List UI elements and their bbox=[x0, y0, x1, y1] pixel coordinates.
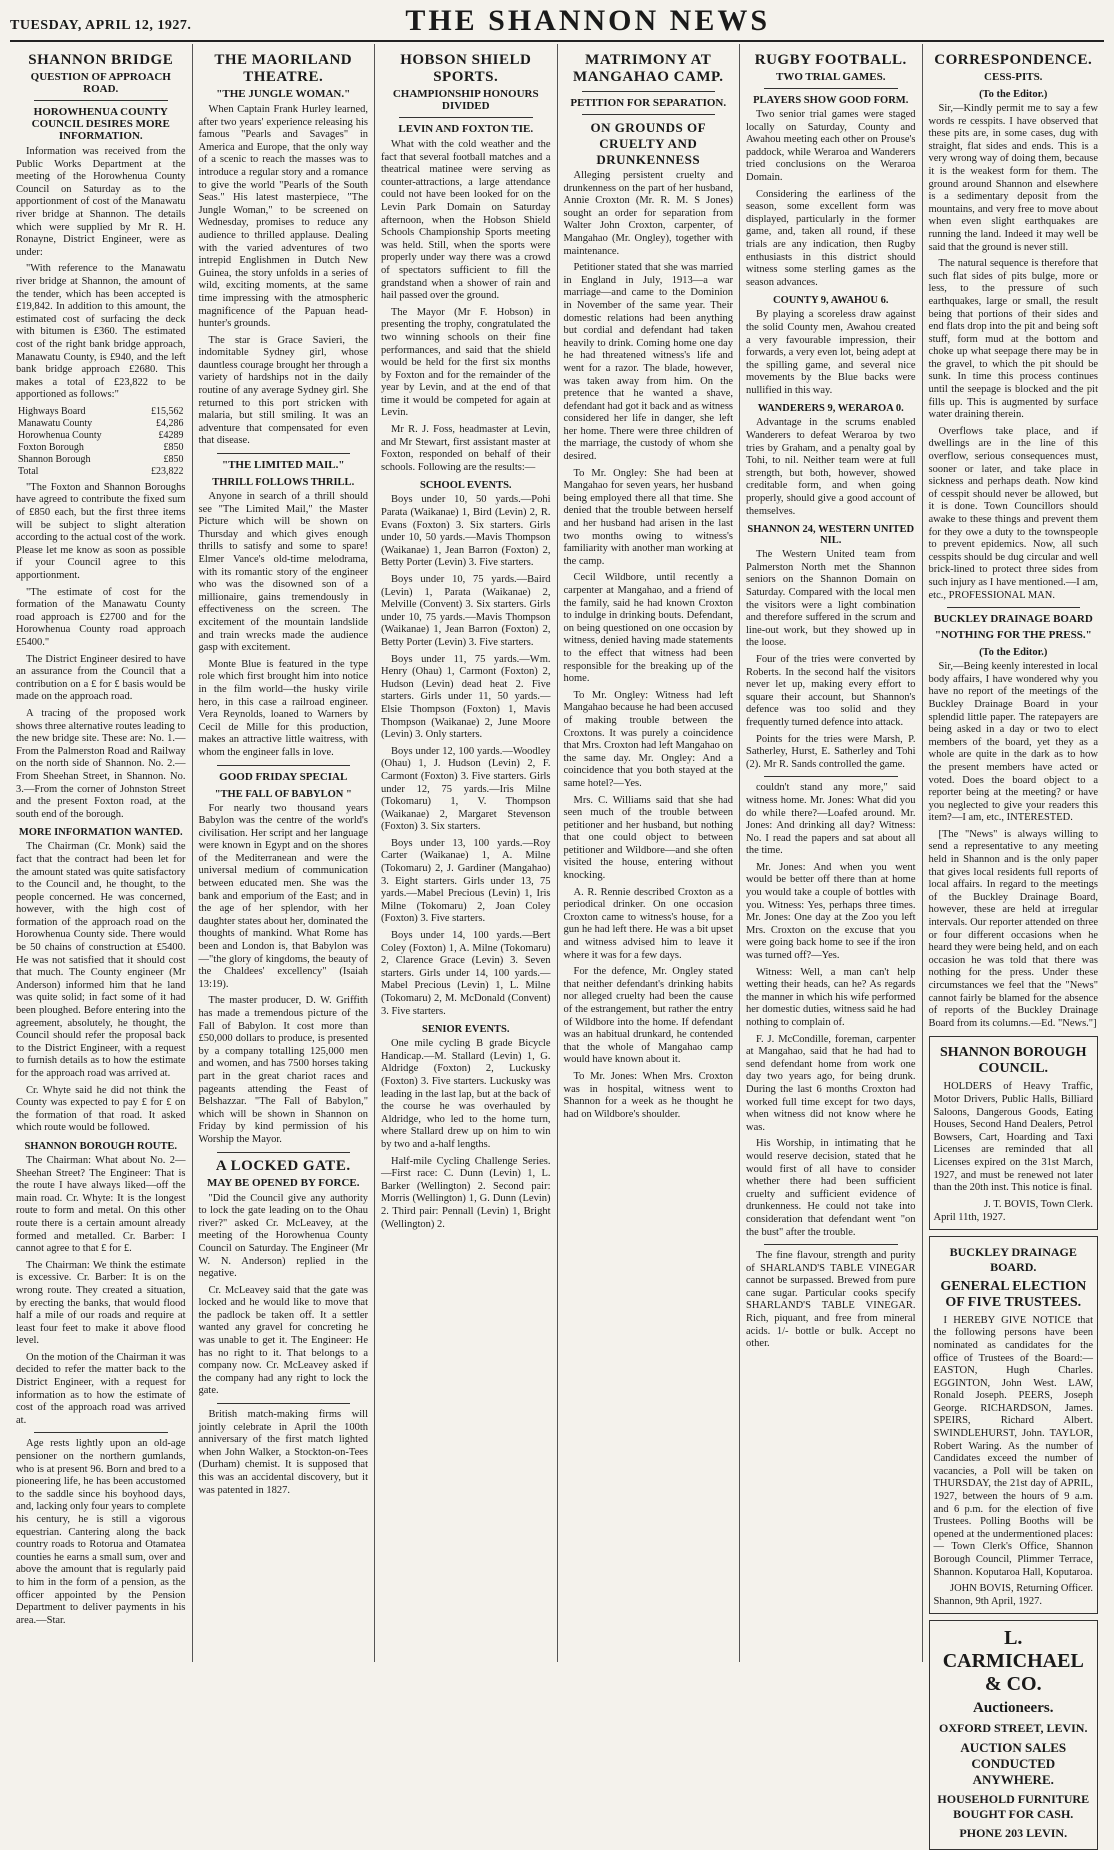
paragraph: For the defence, Mr. Ongley stated that neither defendant's drinking habits nor alleged cruelty had been the cause of the estrangement, but rather the entry of Wildbore into the home. If defendant was an habitual drunkard, he contended that the whole of Mangahao camp would have known about it. bbox=[563, 966, 733, 1066]
paragraph: A tracing of the proposed work shows three alternative routes leading to the new bridge site. These are: No. 1.—From the Palmerston Road and Railway on the north side of Shannon. No. 2.—From Sheehan Street, in Shannon. No. 3.—From the corner of Johnston Street and the present Foxton road, at the south end of the borough. bbox=[16, 707, 186, 820]
notice-body: HOLDERS of Heavy Traffic, Motor Drivers, Public Halls, Billiard Saloons, Dangerous Goods, Eating Houses, Second Hand Dealers, Petrol Bowsers, Cart, Hoarding and Taxi Licenses are reminded that all Licenses expired on the 31st March, 1927, and must be renewed not later than the 20th inst. This notice is final. bbox=[933, 1081, 1093, 1194]
table-row bbox=[16, 406, 186, 418]
column-4 bbox=[558, 44, 741, 1662]
paragraph: The Chairman: We think the estimate is excessive. Cr. Barber: It is on the wrong route. They created a situation, by erecting the banks, that would flood half a mile of our roads and require at least four feet to make it above flood level. bbox=[16, 1259, 186, 1347]
divider bbox=[399, 117, 533, 118]
table-cell: Total bbox=[18, 465, 39, 477]
article-subheading: PETITION FOR SEPARATION. bbox=[570, 97, 727, 109]
paragraph: Mr. Jones: And when you went would be better off there than at home you would take a couple of bottles with you. Witness: Yes, perhaps three times. Mr. Jones: One day at the Zoo you left Mrs. Croxton on the excuse that you were going back home to see if the iron was turned off?—Yes. bbox=[746, 861, 916, 962]
article-heading: THE MAORILAND THEATRE. bbox=[214, 52, 353, 85]
divider bbox=[582, 114, 716, 115]
article-subheading: LEVIN AND FOXTON TIE. bbox=[398, 123, 534, 135]
divider bbox=[34, 100, 168, 101]
article-heading: HOBSON SHIELD SPORTS. bbox=[400, 52, 532, 85]
advertisement-line: HOUSEHOLD FURNITURE BOUGHT FOR CASH. bbox=[937, 1792, 1090, 1822]
paragraph: "The Foxton and Shannon Boroughs have agreed to contribute the fixed sum of £850 each, but the first three items will be subject to slight alteration according to the actual cost of the work. Please let me know as soon as possible if your Council agree to this apportionment. bbox=[16, 481, 186, 582]
section-heading: SCHOOL EVENTS. bbox=[419, 480, 512, 492]
section-heading: WANDERERS 9, WERAROA 0. bbox=[757, 403, 904, 415]
paragraph: Information was received from the Public Works Department at the meeting of the Horowhenua County Council on Saturday as to the apportionment of cost of the Manawatu river bridge at Shannon. The details which were supplied by Mr R. H. Ronayne, District Engineer, were as under: bbox=[16, 146, 186, 258]
article-subheading: CHAMPIONSHIP HONOURS DIVIDED bbox=[392, 88, 539, 112]
divider bbox=[217, 1403, 351, 1404]
paragraph: Cr. Whyte said he did not think the County was expected to pay £ for £ on the formation of that road. It asked which route would be followed. bbox=[16, 1084, 186, 1134]
paragraph: Monte Blue is featured in the type role which first brought him into notice in the film world—the husky virile hero, in this case a railroad engineer. Vera Reynolds, loaned to Warners by Cecil de Mille for this production, makes an attractive little waitress, with whom the engineer falls in love. bbox=[198, 658, 368, 758]
advertisement-line: AUCTION SALES CONDUCTED ANYWHERE. bbox=[960, 1740, 1067, 1788]
paragraph: To Mr. Ongley: She had been at Mangahao for seven years, her husband being employed there all that time. She denied that the trouble between herself and her husband had arisen in the last two months owing to witness's familiarity with another man working at the camp. bbox=[563, 467, 733, 567]
advertiser-address: OXFORD STREET, LEVIN. bbox=[939, 1721, 1088, 1736]
paragraph: Mrs. C. Williams said that she had seen much of the trouble between petitioner and her husband, but nothing that one could object to between petitioner and Wildbore—and she often visited the house, entering without knocking. bbox=[563, 794, 733, 882]
paragraph: By playing a scoreless draw against the solid County men, Awahou created a very favourable impression, their forwards, a very even lot, being adept at the spilling game, and several nice movements by the Blue backs were nullified in this way. bbox=[746, 309, 916, 396]
paragraph: To Mr. Ongley: Witness had left Mangahao because he had been accused of making trouble between the Croxtons. It was purely a coincidence that Mrs. Croxton had left Mangahao on the same day. Mr. Ongley: And a coincidence that you both stayed at the same hotel?—Yes. bbox=[563, 689, 733, 789]
section-heading: PLAYERS SHOW GOOD FORM. bbox=[753, 95, 909, 106]
article-subheading: CESS-PITS. bbox=[984, 71, 1043, 83]
table-cell: Foxton Borough bbox=[18, 441, 84, 453]
paragraph: Four of the tries were converted by Roberts. In the second half the visitors never let up, making every effort to square their account, but Shannon's defence was too solid and they frequently turned defence into attack. bbox=[746, 653, 916, 728]
paragraph: Sir,—Kindly permit me to say a few words re cesspits. I have observed that these pits are, in some cases, dug with straight, flat sides and ends. This is a very wrong way of doing them, because it is the weakest form for them. The ground around Shannon and elsewhere is a sedimentary deposit from the mountains, and very free to move about when even slight earthquakes are running the land. Indeed it may well be said that the ground is never still. bbox=[928, 103, 1098, 253]
paragraph: When Captain Frank Hurley learned, after two years' experience releasing his famous "Pearls and Savages" in America and Europe, that the only way of a scenic to reach the masses was to introduce a regular story and a romance to give the world "Pearls of the South Seas." His latest masterpiece, "The Jungle Woman," to be screened on Wednesday, promises to reduce any audience to thrilled applause. Dealing with the varied adventures of two intrepid Englishmen in Dutch New Guinea, the story unfolds in a series of wild, exciting moments, at the same time impressing with the atmospheric magnificence of the Papuan head-hunter's grounds. bbox=[198, 104, 368, 330]
divider bbox=[764, 1244, 898, 1245]
paragraph: Boys under 10, 75 yards.—Baird (Levin) 1, Parata (Waikanae) 2, Melville (Convent) 3. Six starters. Girls under 10, 75 yards.—Mavis Thompson (Waikanae) 1, Jean Barron (Foxton) 2, Betty Porter (Levin) 3. Five starters. bbox=[381, 574, 551, 648]
paragraph: What with the cold weather and the fact that several football matches and a theatrical matinee were serving as counter-attractions, a large attendance could not have been looked for on the Levin Park Domain on Saturday afternoon, when the Hobson Shield Schools Championship Sports meeting was held. Still, when the sports were properly under way there was a crowd of spectators sufficient to fill the grandstand when a shower of rain and hail passed over the ground. bbox=[381, 139, 551, 302]
paragraph: Two senior trial games were staged locally on Saturday, County and Awahou meeting each other on Prouse's paddock, while Weraroa and Wanderers tried conclusions on the Weraroa Domain. bbox=[746, 109, 916, 183]
notice-body: I HEREBY GIVE NOTICE that the following persons have been nominated as candidates for the office of Trustees of the Board:— EASTON, Hugh Charles. EGGINTON, John West. LAW, Ronald Joseph. PEERS, Joseph George. RICHARDSON, James. SPEIRS, Richard Albert. SWINDLEHURST, John. TAYLOR, Robert Waring. As the number of Candidates exceed the number of vacancies, a Poll will be taken on THURSDAY, the 21st day of APRIL, 1927, between the hours of 9 a.m. and 6 p.m. for the election of five Trustees. Polling Booths will be opened at the undermentioned places:— Town Clerk's Office, Shannon Borough Council, Plimmer Terrace, Shannon. Koputaroa Hall, Koputaroa. bbox=[933, 1314, 1093, 1578]
article-subheading: "THE JUNGLE WOMAN." bbox=[216, 88, 351, 100]
notice-signature: J. T. BOVIS, Town Clerk. bbox=[984, 1198, 1093, 1210]
paragraph: The master producer, D. W. Griffith has made a tremendous picture of the Fall of Babylon. It cost more than £50,000 dollars to produce, is presented by a company totalling 125,000 men and women, and has 7500 horses taking part in the great chariot races and pageants attending the Feast of Belshazzar. "The Fall of Babylon," which will be shown in Shannon on Friday by kind permission of his Worship the Mayor. bbox=[198, 995, 368, 1145]
table-total-row bbox=[16, 466, 186, 478]
paragraph: Boys under 14, 100 yards.—Bert Coley (Foxton) 1, A. Milne (Tokomaru) 2, Clarence Grace (Levin) 3. Seven starters. Girls under 14, 100 yards.—Mabel Precious (Levin) 1, L. Milne (Tokomaru) 2, M. McDonald (Convent) 3. Five starters. bbox=[381, 930, 551, 1017]
section-heading: "THE FALL OF BABYLON " bbox=[214, 788, 352, 800]
section-heading: SHANNON 24, WESTERN UNITED NIL. bbox=[747, 524, 915, 547]
paragraph: "The estimate of cost for the formation of the Manawatu County road approach is £2700 and for the Horowhenua County road approach £5400." bbox=[16, 586, 186, 648]
advertisement-text: The fine flavour, strength and purity of SHARLAND'S TABLE VINEGAR cannot be surpassed. Brewed from pure cane sugar. Particular cooks specify SHARLAND'S TABLE VINEGAR. Rich, piquant, and free from mineral acids. 1/- bottle or bulk. Accept no other. bbox=[746, 1250, 916, 1350]
paragraph: Boys under 10, 50 yards.—Pohi Parata (Waikanae) 1, Bird (Levin) 2, R. Evans (Foxton) 3. Six starters. Girls under 10, 50 yards.—Mavis Thompson (Waikanae) 1, Jean Barron (Foxton) 2, Betty Porter (Levin) 3. Five starters. bbox=[381, 494, 551, 569]
section-heading: SENIOR EVENTS. bbox=[421, 1024, 510, 1036]
paragraph: The District Engineer desired to have an assurance from the Council that a contribution on a £ for £ basis would be made on the approach road. bbox=[16, 653, 186, 703]
article-subheading: TWO TRIAL GAMES. bbox=[775, 71, 886, 83]
paragraph: On the motion of the Chairman it was decided to refer the matter back to the District Engineer, with a request for information as to how the estimate of cost of the approach road was arrived at. bbox=[16, 1351, 186, 1426]
article-subheading: "THE LIMITED MAIL." bbox=[221, 459, 345, 472]
paragraph: The Mayor (Mr F. Hobson) in presenting the trophy, congratulated the two winning schools on their fine performances, and said that the shield would be held for the first six months by Foxton and for the remainder of the year by Levin, and at the end of that time it would be competed for again at Levin. bbox=[381, 306, 551, 419]
section-heading: MORE INFORMATION WANTED. bbox=[18, 827, 183, 839]
article-subheading: "NOTHING FOR THE PRESS." bbox=[934, 629, 1092, 642]
paragraph: [The "News" is always willing to send a representative to any meeting held in Shannon and is the only paper that gives local residents full reports of local affairs. In regard to the meetings of the Buckley Drainage Board, however, these are held at irregular intervals. Our reporter attended on three or four different occasions when he heard they were being held, and on each occasion he was told that there was nothing for the press. Under these circumstances we feel that the "News" cannot fairly be blamed for the absence of reports of the Buckley Drainage Board from its columns.—Ed. "News."] bbox=[928, 828, 1098, 1029]
article-heading: CORRESPONDENCE. bbox=[934, 52, 1093, 68]
article-subheading: HOROWHENUA COUNTY COUNCIL DESIRES MORE INFORMATION. bbox=[31, 106, 170, 142]
article-subheading: MAY BE OPENED BY FORCE. bbox=[207, 1176, 360, 1189]
paragraph: A. R. Rennie described Croxton as a periodical drinker. On one occasion Croxton came to witness's house, for a gun he had left there. He was a bit upset and witness advised him to leave it where it was for a few days. bbox=[563, 886, 733, 961]
table-cell: Highways Board bbox=[18, 405, 86, 417]
paragraph: Petitioner stated that she was married in England in July, 1913—a war marriage—and came to the Dominion in November of the same year. Their domestic relations had been anything but cordial and defendant had taken heavily to drink. Coming home one day he had threatened witness's life and went for a razor. The blade, however, was taken away from him. On the pretence that he wanted a shave, defendant had got it back and as witness considered her life in danger, she left her home. There were three children of the marriage, the custody of whom she desired. bbox=[563, 262, 733, 463]
column-5 bbox=[740, 44, 923, 1662]
paragraph: Boys under 11, 75 yards.—Wm. Henry (Ohau) 1, Carmont (Foxton) 2, Hudson (Levin) dead heat 2. Five starters. Girls under 11, 50 yards.—Elsie Thompson (Foxton) 1, Mavis Thompson (Waikanae) 2, June Moore (Levin) 3. Only starters. bbox=[381, 653, 551, 741]
divider bbox=[217, 453, 351, 454]
divider bbox=[764, 776, 898, 777]
advertiser-phone: PHONE 203 LEVIN. bbox=[959, 1826, 1068, 1841]
article-heading: RUGBY FOOTBALL. bbox=[754, 52, 907, 68]
paragraph: Cecil Wildbore, until recently a carpenter at Mangahao, and a friend of the family, said he had known Croxton to indulge in drinking bouts. Defendant, on being questioned on one occasion by witness, denied having made statements to the effect that witness had been responsible for the breaking up of the home. bbox=[563, 572, 733, 685]
paragraph: To Mr. Jones: When Mrs. Croxton was in hospital, witness went to Shannon for a week as he thought he had on Wildbore's shoulder. bbox=[563, 1070, 733, 1120]
paragraph: One mile cycling B grade Bicycle Handicap.—M. Stallard (Levin) 1, G. Aldridge (Foxton) 2, Luckusky (Foxton) 3. Five starters. Luckusky was leading in the last lap, but at the back of the course he was overhauled by Aldridge, who led to the home turn, where Stallard drew up on him to win by two and a-half lengths. bbox=[381, 1038, 551, 1150]
masthead bbox=[10, 0, 1104, 42]
paragraph: Points for the tries were Marsh, P. Satherley, Hurst, E. Satherley and Tohi (2). Mr R. Sands controlled the game. bbox=[746, 733, 916, 770]
section-heading: THRILL FOLLOWS THRILL. bbox=[212, 477, 355, 489]
table-cell: Manawatu County bbox=[18, 417, 93, 429]
paragraph: Sir,—Being keenly interested in local body affairs, I have wondered why you have no report of the meetings of the Buckley Drainage Board in your splendid little paper. The ratepayers are being asked in a day or two to elect members of the board, yet they as a whole are quite in the dark as to how the present members have acted or voted. Does the board object to a reporter being at the meeting? or have you neglected to give your readers this item?—I am, etc., INTERESTED. bbox=[928, 661, 1098, 824]
masthead-spacer bbox=[984, 34, 1104, 40]
column-6 bbox=[923, 44, 1105, 1841]
table-cell: £23,822 bbox=[151, 465, 184, 477]
table-row bbox=[16, 430, 186, 442]
paragraph: Anyone in search of a thrill should see "The Limited Mail," the Master Picture which will be shown on Thursday and which gives enough thrills to satisfy and some to spare! Elmer Vance's old-time melodrama, with its romantic story of the engineer who was the disowned son of a millionaire, gains tremendously in effectiveness on the screen. The excitement of the mountain landslide and train wrecks made the audience gasp with excitement. bbox=[198, 491, 368, 654]
article-subheading: BUCKLEY DRAINAGE BOARD bbox=[933, 613, 1093, 626]
paragraph: The Western United team from Palmerston North met the Shannon seniors on the Shannon Domain on Saturday. Compared with the local men the visitors were a light combination and therefore suffered in the scrum and line-out work, but they showed up in the loose. bbox=[746, 549, 916, 649]
divider bbox=[947, 607, 1081, 608]
advertiser-name: L. CARMICHAEL & CO. bbox=[942, 1627, 1084, 1696]
paragraph: Overflows take place, and if dwellings are in the line of this overflow, serious consequences must, sooner or later, and take place in sickness and perhaps death. Now kind of cesspit should never be allowed, but it is done. Town Councillors should awake to these things and prevent them for they owe a duty to the townspeople to prevent epidemics. Now, all such cesspits should be dug circular and well brick-lined to protect three sides from such injury as I have mentioned.—I am, etc., PROFESSIONAL MAN. bbox=[928, 425, 1098, 601]
divider bbox=[764, 88, 898, 89]
apportionment-table bbox=[16, 406, 186, 478]
article-subheading: QUESTION OF APPROACH ROAD. bbox=[30, 71, 171, 95]
article-subheading: GOOD FRIDAY SPECIAL bbox=[219, 770, 348, 783]
paragraph: Alleging persistent cruelty and drunkenness on the part of her husband, Annie Croxton (Mr. R. M. S Jones) sought an order for separation from Walter John Croxton, carpenter, of Mangahao (Mr. Ongley), together with maintenance. bbox=[563, 170, 733, 257]
section-heading: (To the Editor.) bbox=[979, 647, 1048, 659]
table-cell: £4289 bbox=[158, 429, 184, 441]
article-heading: ON GROUNDS OF CRUELTY AND DRUNKENNESS bbox=[590, 120, 707, 167]
paragraph: "With reference to the Manawatu river bridge at Shannon, the amount of the tender, which has been accepted is £19,842. In addition to this amount, the estimated cost of surfacing the deck with bitumen is £360. The estimated cost of the right bank bridge approach, Manawatu County, is £940, and the left bank bridge approach £2680. This makes a total of £23,822 to be apportioned as follows:" bbox=[16, 263, 186, 401]
notice-title: GENERAL ELECTION OF FIVE TRUSTEES. bbox=[940, 1278, 1087, 1310]
paragraph: The Chairman (Cr. Monk) said the fact that the contract had been let for the amount stated was quite satisfactory to the Council and, he thought, to the people concerned. He was concerned, however, with the high cost of formation of the approach road on the Horowhenua County side. There would be 50 chains of construction at £5400. He was not satisfied that it should cost that much. The County engineer (Mr Anderson) informed him that he land was quite solid; in fact some of it had been ploughed. Before entering into the agreement, absolutely, he thought, the Council should refer the proposal back to the District Engineer, with a request to furnish details as to how the estimate for the approach road was arrived at. bbox=[16, 841, 186, 1079]
paragraph: Witness: Well, a man can't help wetting their heads, can he? As regards the manner in which his wife performed her domestic duties, witness said he had nothing to complain of. bbox=[746, 966, 916, 1028]
newspaper-title: THE SHANNON NEWS bbox=[405, 4, 771, 37]
paragraph: "Did the Council give any authority to lock the gate leading on to the Ohau river?" asked Cr. McLeavey, at the meeting of the Horowhenua County Council on Saturday. The Engineer (Mr W. N. Anderson) replied in the negative. bbox=[198, 1192, 368, 1280]
paragraph: His Worship, in intimating that he would reserve decision, stated that he would first of all have to consider whether there had been sufficient cruelty and sufficient evidence of drunkenness. He could not take into consideration that defendant went "on the bust" after the trouble. bbox=[746, 1138, 916, 1238]
paragraph: The Chairman: What about No. 2—Sheehan Street? The Engineer: That is the route I have always liked—off the main road. Cr. Whyte: It is the longest route to form and metal. On this other route there is a certain amount already formed and metalled. Cr. Barber: I cannot agree to that £ for £. bbox=[16, 1154, 186, 1255]
table-cell: £15,562 bbox=[151, 405, 184, 417]
notice-heading: BUCKLEY DRAINAGE BOARD. bbox=[949, 1244, 1077, 1274]
paragraph: Cr. McLeavey said that the gate was locked and he would like to move that the padlock be taken off. It a settler wanted any gravel for concreting he was unable to get it. The Engineer: He has no right to it. That belongs to a company now. Cr. McLeavey asked if the company had any right to lock the gate. bbox=[198, 1284, 368, 1397]
notice-title: SHANNON BOROUGH COUNCIL. bbox=[939, 1045, 1087, 1077]
issue-date: TUESDAY, APRIL 12, 1927. bbox=[10, 18, 192, 33]
paragraph: couldn't stand any more," said witness home. Mr. Jones: What did you do while there?—Loafed around. Mr. Jones: And drinking all day? Witness: No. I read the papers and sat about all the time. bbox=[746, 782, 916, 857]
paragraph: For nearly two thousand years Babylon was the centre of the world's civilisation. Her script and her language were known in Egypt and on the shores of the Mediterranean and were the universal medium of communication between educated men. She was the bank and emporium of the East; and in the age of her splendor, with her daughter states about her, dominated the thoughts of mankind. What Rome has been and London is, that Babylon was—"the glory of kingdoms, the beauty of the Chaldees' excellency" (Isaiah 13:19). bbox=[198, 802, 368, 990]
notice-date: April 11th, 1927. bbox=[933, 1211, 1006, 1223]
paragraph: Boys under 12, 100 yards.—Woodley (Ohau) 1, J. Hudson (Levin) 2, F. Carmont (Foxton) 3. Five starters. Girls under 12, 75 yards.—Iris Milne (Tokomaru) 1, V. Thompson (Waikanae) 2, Margaret Stevenson (Foxton) 3. Six starters. bbox=[381, 745, 551, 833]
paragraph: The star is Grace Savieri, the indomitable Sydney girl, whose dauntless courage brought her through a variety of hardships not in the daily routine of any average Sydney girl. She returned to this port stricken with malaria, but still smiling. It was an adventure that compensated for even that disease. bbox=[198, 334, 368, 447]
table-row bbox=[16, 418, 186, 430]
table-cell: Shannon Borough bbox=[18, 453, 91, 465]
table-cell: £850 bbox=[163, 441, 184, 453]
table-cell: £850 bbox=[163, 453, 184, 465]
section-heading: SHANNON BOROUGH ROUTE. bbox=[24, 1140, 178, 1152]
divider bbox=[34, 1432, 168, 1433]
election-notice bbox=[929, 1236, 1099, 1614]
article-heading: A LOCKED GATE. bbox=[215, 1157, 351, 1174]
section-heading: COUNTY 9, AWAHOU 6. bbox=[773, 295, 889, 307]
paragraph: The natural sequence is therefore that such flat sides of pits bulge, more or less, to the pressure of such earthquakes, large or small, the result being that portions of their sides and end flats drop into the pit and being soft stuff, form mud at the bottom and choke up what seepage there may be in the gravel, to which the pit should be sunk. In time this process continues until the seepage is blocked and the pit fills up. This is augmented by surface water draining therein. bbox=[928, 258, 1098, 421]
notice-date: Shannon, 9th April, 1927. bbox=[933, 1596, 1043, 1608]
paragraph: F. J. McCondille, foreman, carpenter at Mangahao, said that he had had to send defendant home from work one day two years ago, for being drunk. During the last 6 months Croxton had worked full time except for two days, when witness did not know where he was. bbox=[746, 1033, 916, 1133]
paragraph: Half-mile Cycling Challenge Series.—First race: C. Dunn (Levin) 1, L. Barker (Wellington) 2. Second pair: Morris (Wellington) 1, G. Dunn (Levin) 2. Third pair: Pennall (Levin) 1, Bright (Wellington) 2. bbox=[381, 1155, 551, 1230]
council-notice bbox=[929, 1036, 1099, 1229]
column-3 bbox=[375, 44, 558, 1662]
table-cell: Horowhenua County bbox=[18, 429, 102, 441]
divider bbox=[217, 1152, 351, 1153]
paragraph: Considering the earliness of the season, some excellent form was displayed, particularly in the former game, and, taken all round, if these trials are any indication, then Rugby enthusiasts in this district should witness some sterling games as the season advances. bbox=[746, 188, 916, 288]
paragraph: Mr R. J. Foss, headmaster at Levin, and Mr Stewart, first assistant master at Foxton, responded on behalf of their schools. Following are the results:— bbox=[381, 424, 551, 473]
notice-signature: JOHN BOVIS, Returning Officer. bbox=[949, 1583, 1093, 1595]
section-heading: (To the Editor.) bbox=[979, 89, 1048, 100]
table-row bbox=[16, 454, 186, 466]
paragraph: Advantage in the scrums enabled Wanderers to defeat Weraroa by two tries by Graham, and a penalty goal by Tohi, to nil. Neither team were at full strength, but both, however, showed creditable form, and when going properly, should give a good account of themselves. bbox=[746, 417, 916, 517]
paragraph: Boys under 13, 100 yards.—Roy Carter (Waikanae) 1, A. Milne (Tokomaru) 2, J. Gardiner (Mangahao) 3. Eight starters. Girls under 13, 75 yards.—Mabel Precious (Levin) 1, Iris Milne (Tokomaru) 2, Joan Coley (Foxton) 3. Five starters. bbox=[381, 837, 551, 925]
article-heading: SHANNON BRIDGE bbox=[28, 52, 174, 68]
divider bbox=[582, 91, 716, 92]
advertiser-trade: Auctioneers. bbox=[973, 1700, 1054, 1717]
table-row bbox=[16, 442, 186, 454]
column-1 bbox=[10, 44, 193, 1662]
columns bbox=[10, 44, 1104, 1841]
divider bbox=[217, 765, 351, 766]
column-2 bbox=[193, 44, 376, 1662]
auctioneer-advertisement bbox=[929, 1620, 1099, 1850]
article-heading: MATRIMONY AT MANGAHAO CAMP. bbox=[572, 52, 724, 85]
table-cell: £4,286 bbox=[156, 417, 184, 429]
paragraph: Age rests lightly upon an old-age pensioner on the northern gumlands, who is at present 96. Born and bred to a pioneering life, he has been accustomed to the saddle since his boyhood days, and, lacking only four years to complete his century, he is still a vigorous equestrian. Cantering along the back country roads to Rotorua and Otamatea counties he earns a small sum, over and above the amount that is regularly paid to him in the form of a pension, as the officer appointed by the Pension Department to deliver payments in his area.—Star. bbox=[16, 1438, 186, 1626]
paragraph: British match-making firms will jointly celebrate in April the 100th anniversary of the first match lighted when John Walker, a Stockton-on-Tees (Durham) chemist. It is supposed that this was an accidental discovery, but it was patented in 1827. bbox=[198, 1409, 368, 1496]
